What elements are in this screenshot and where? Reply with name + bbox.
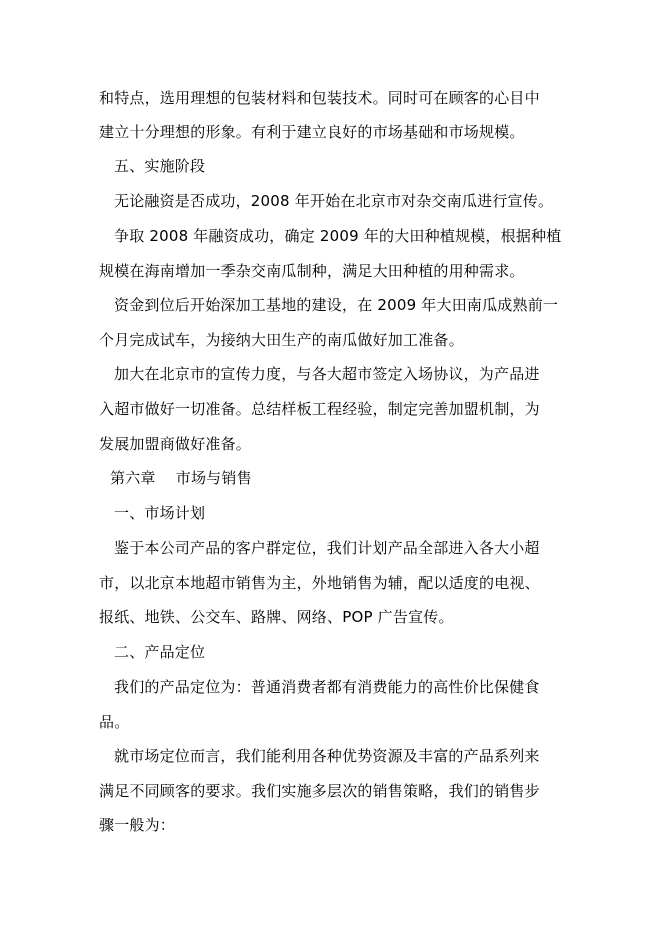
text-line: 品。 <box>99 713 130 731</box>
text-line: 规模在海南增加一季杂交南瓜制种，满足大田种植的用种需求。 <box>99 262 525 280</box>
section-heading: 二、产品定位 <box>114 643 206 661</box>
text-line: 鉴于本公司产品的客户群定位，我们计划产品全部进入各大小超 <box>114 539 540 557</box>
text-line: 就市场定位而言，我们能利用各种优势资源及丰富的产品系列来 <box>114 747 540 765</box>
section-heading: 一、市场计划 <box>114 504 206 522</box>
text-line: 入超市做好一切准备。总结样板工程经验，制定完善加盟机制，为 <box>99 400 540 418</box>
text-line: 报纸、地铁、公交车、路牌、网络、POP 广告宣传。 <box>99 608 454 626</box>
chapter-heading: 第六章 市场与销售 <box>110 469 252 487</box>
text-line: 市，以北京本地超市销售为主，外地销售为辅，配以适度的电视、 <box>99 574 540 592</box>
text-line: 个月完成试车，为接纳大田生产的南瓜做好加工准备。 <box>99 331 464 349</box>
text-line: 发展加盟商做好准备。 <box>99 435 252 453</box>
text-line: 无论融资是否成功，2008 年开始在北京市对杂交南瓜进行宣传。 <box>114 192 554 210</box>
text-line: 我们的产品定位为：普通消费者都有消费能力的高性价比保健食 <box>114 678 540 696</box>
text-line: 骤一般为： <box>99 816 176 834</box>
text-line: 争取 2008 年融资成功，确定 2009 年的大田种植规模，根据种植 <box>114 227 562 245</box>
text-line: 加大在北京市的宣传力度，与各大超市签定入场协议，为产品进 <box>114 365 540 383</box>
section-heading: 五、实施阶段 <box>114 157 206 175</box>
text-line: 满足不同顾客的要求。我们实施多层次的销售策略，我们的销售步 <box>99 782 540 800</box>
text-line: 和特点，选用理想的包装材料和包装技术。同时可在顾客的心目中 <box>99 89 540 107</box>
text-line: 建立十分理想的形象。有利于建立良好的市场基础和市场规模。 <box>99 123 525 141</box>
text-line: 资金到位后开始深加工基地的建设，在 2009 年大田南瓜成熟前一 <box>114 296 559 314</box>
